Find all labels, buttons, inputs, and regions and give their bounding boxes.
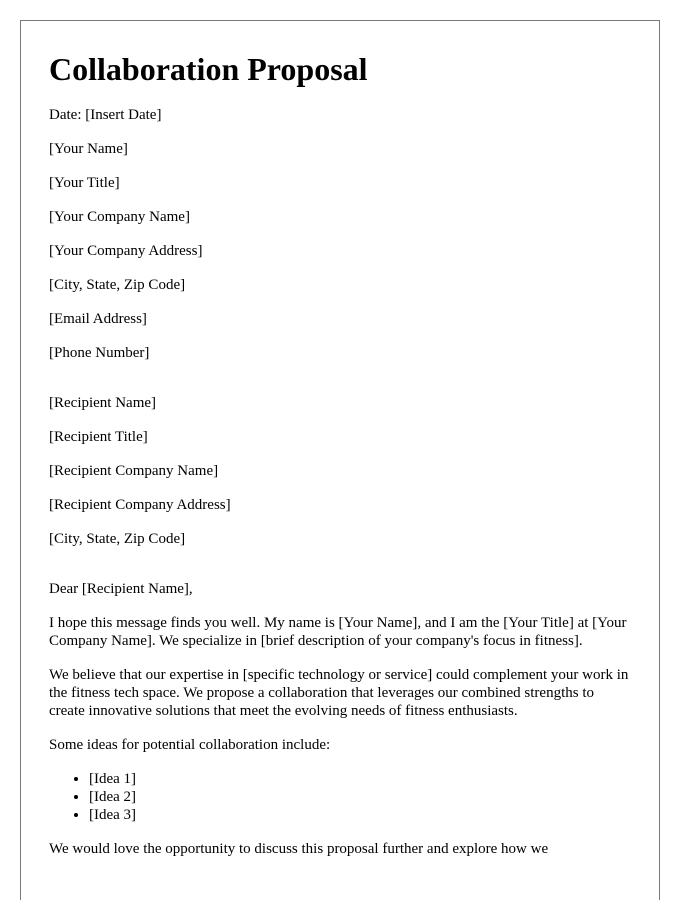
recipient-title: [Recipient Title] (49, 429, 148, 445)
sender-address: [Your Company Address] (49, 243, 203, 259)
recipient-address: [Recipient Company Address] (49, 497, 231, 513)
sender-name: [Your Name] (49, 141, 128, 157)
list-item: • [Idea 2] (89, 788, 631, 806)
list-item: • [Idea 1] (89, 770, 631, 788)
letter-body (49, 580, 631, 858)
list-item: • [Idea 3] (89, 806, 631, 824)
recipient-block (49, 394, 631, 548)
body-paragraph: Some ideas for potential collaboration include: (49, 737, 331, 753)
date-line: Date: [Insert Date] (49, 107, 162, 123)
sender-city: [City, State, Zip Code] (49, 277, 186, 293)
closing-paragraph: We would love the opportunity to discuss this proposal further and explore how we (49, 841, 549, 857)
sender-phone: [Phone Number] (49, 345, 150, 361)
sender-company: [Your Company Name] (49, 209, 190, 225)
ideas-list (49, 770, 631, 824)
recipient-name: [Recipient Name] (49, 395, 157, 411)
sender-title: [Your Title] (49, 175, 120, 191)
body-paragraph: We believe that our expertise in [specific technology or service] could complement your work in the fitness tech space. We propose a collaboration that leverages our combined strengths to create innovative solutions that meet the evolving needs of fitness enthusiasts. (49, 667, 629, 719)
sender-email: [Email Address] (49, 311, 147, 327)
page-title: Collaboration Proposal (49, 51, 368, 87)
salutation: Dear [Recipient Name], (49, 581, 193, 597)
sender-block (49, 140, 631, 362)
body-paragraph: I hope this message finds you well. My name is [Your Name], and I am the [Your Title] at [Your Company Name]. We specialize in [brief description of your company's focus in fitness]. (49, 615, 627, 649)
recipient-city: [City, State, Zip Code] (49, 531, 186, 547)
letter-page (20, 20, 660, 900)
recipient-company: [Recipient Company Name] (49, 463, 219, 479)
